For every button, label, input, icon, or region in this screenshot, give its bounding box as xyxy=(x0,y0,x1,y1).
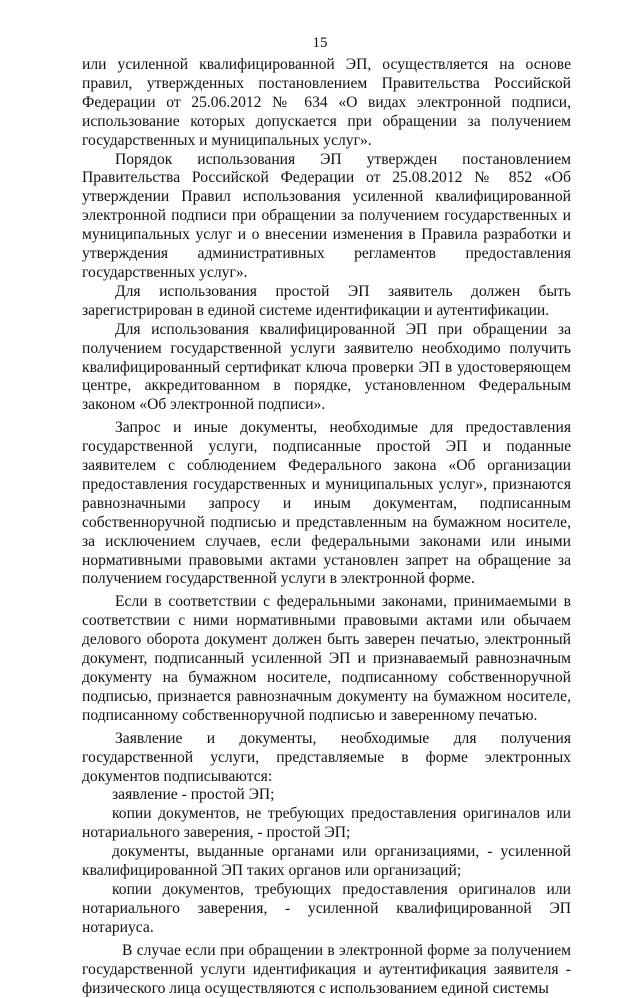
list-item-copies-simple: копии документов, не требующих предоставления оригиналов или нотариального заверения, - простой ЭП; xyxy=(82,805,571,842)
document-body xyxy=(82,56,571,998)
paragraph-identification: В случае если при обращении в электронной форме за получением государственной услуги идентификация и аутентификация заявителя - физического лица осуществляются с использованием единой системы xyxy=(82,941,571,997)
paragraph-esignature-procedure: Порядок использования ЭП утвержден постановлением Правительства Российской Федерации от 25.08.2012 № 852 «Об утверждении Правил использования усиленной квалифицированной электронной подписи при обращении за получением государственных и муниципальных услуг и о внесении изменения в Правила разработки и утверждения административных регламентов предоставления государственных услуг». xyxy=(82,150,571,281)
paragraph-qualified-certificate: Для использования квалифицированной ЭП при обращении за получением государственной услуги заявителю необходимо получить квалифицированный сертификат ключа проверки ЭП в удостоверяющем центре, аккредитованном в порядке, установленном Федеральным законом «Об электронной подписи». xyxy=(82,320,571,414)
list-item-copies-notary: копии документов, требующих предоставления оригиналов или нотариального заверения, - усиленной квалифицированной ЭП нотариуса. xyxy=(82,880,571,936)
page-number: 15 xyxy=(312,35,328,51)
paragraph-simple-signature-registration: Для использования простой ЭП заявитель должен быть зарегистрирован в единой системе идентификации и аутентификации. xyxy=(82,282,571,319)
list-item-issued-documents: документы, выданные органами или организациями, - усиленной квалифицированной ЭП таких органов или организаций; xyxy=(82,843,571,880)
paragraph-equivalent-documents: Запрос и иные документы, необходимые для предоставления государственной услуги, подписанные простой ЭП и поданные заявителем с соблюдением Федерального закона «Об организации предоставления государственных и муниципальных услуг», признаются равнозначными запросу и иным документам, подписанным собственноручной подписью и представленным на бумажном носителе, за исключением случаев, если федеральными законами или иными нормативными правовыми актами установлен запрет на обращение за получением государственной услуги в электронной форме. xyxy=(82,419,571,588)
list-item-application: заявление - простой ЭП; xyxy=(112,786,275,804)
paragraph-signing-list-intro: Заявление и документы, необходимые для получения государственной услуги, представляемые в форме электронных документов подписываются: xyxy=(82,729,571,785)
paragraph-seal-requirement: Если в соответствии с федеральными законами, принимаемыми в соответствии с ними нормативными правовыми актами или обычаем делового оборота документ должен быть заверен печатью, электронный документ, подписанный усиленной ЭП и признаваемый равнозначным документу на бумажном носителе, подписанному собственноручной подписью, признается равнозначным документу на бумажном носителе, подписанному собственноручной подписью и заверенному печатью. xyxy=(82,593,571,724)
paragraph-esignature-rules: или усиленной квалифицированной ЭП, осуществляется на основе правил, утвержденных постановлением Правительства Российской Федерации от 25.06.2012 № 634 «О видах электронной подписи, использование которых допускается при обращении за получением государственных и муниципальных услуг». xyxy=(82,56,571,149)
